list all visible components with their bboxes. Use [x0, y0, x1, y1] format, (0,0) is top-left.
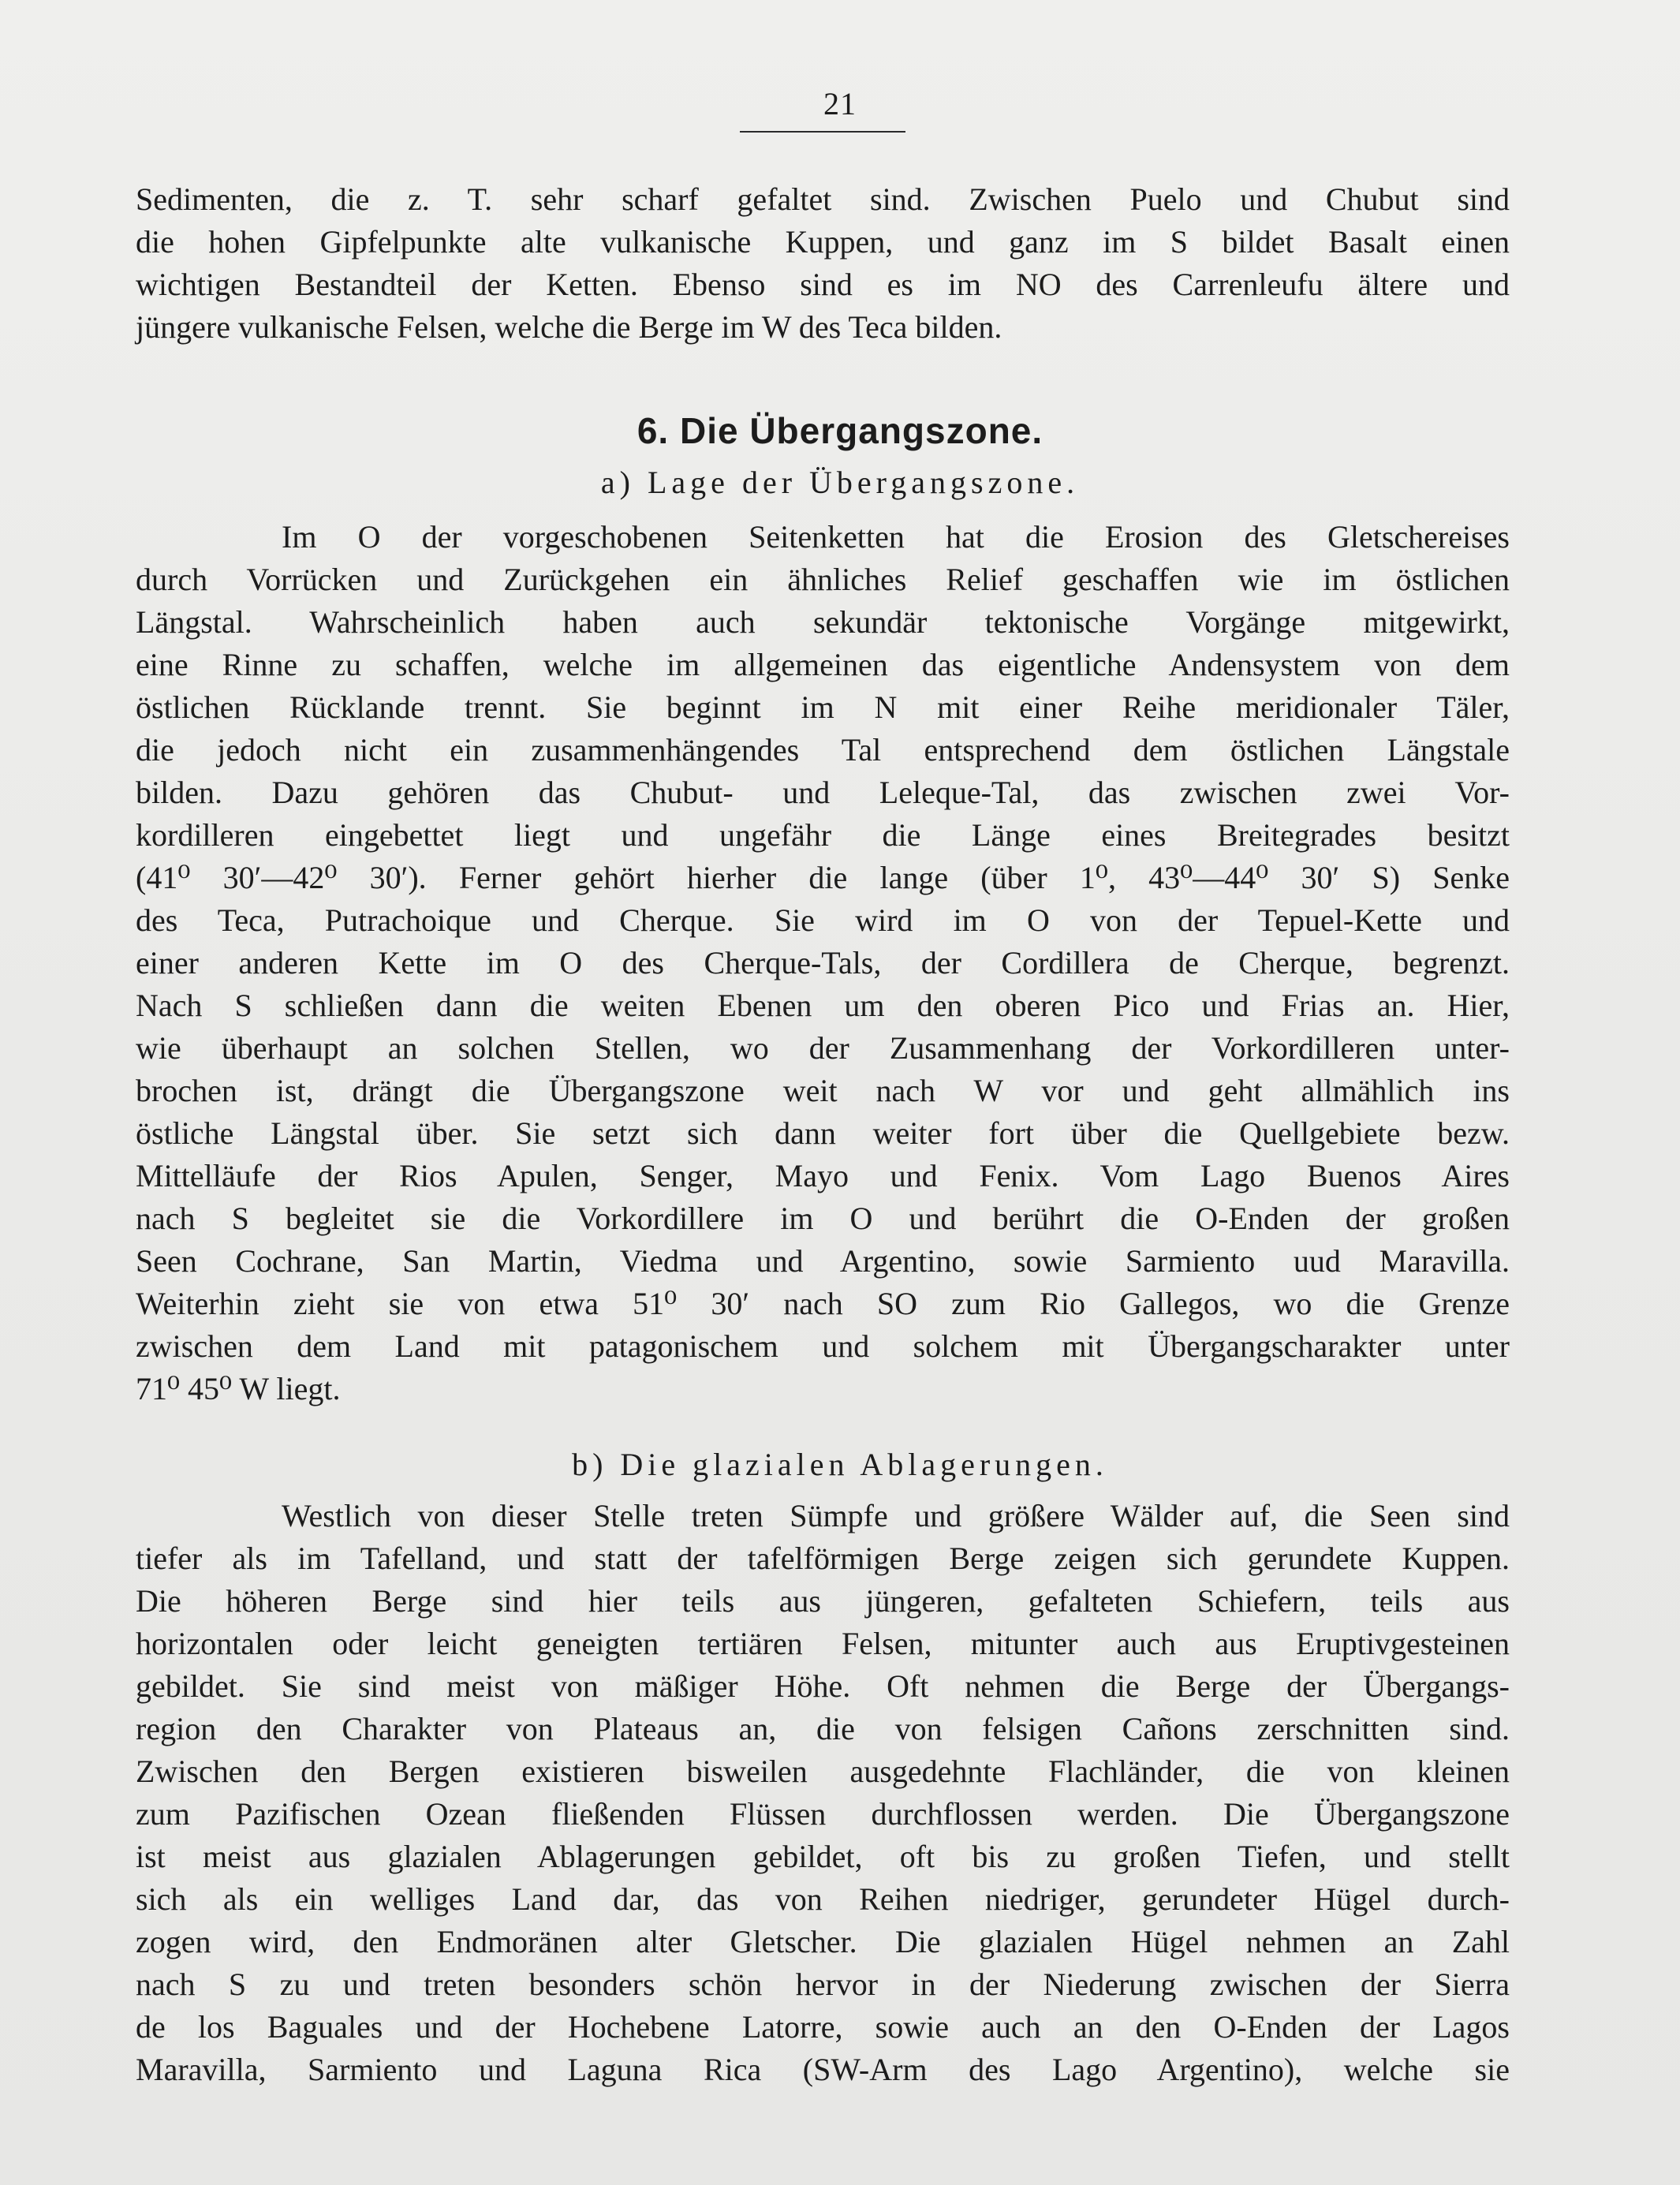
text-line: einer anderen Kette im O des Cherque-Tals, der Cordillera de Cherque, begrenzt. — [136, 945, 1510, 980]
text-line: bilden. Dazu gehören das Chubut- und Leleque-Tal, das zwischen zwei Vor- — [136, 775, 1510, 810]
header-rule — [740, 131, 905, 133]
text-line: Mittelläufe der Rios Apulen, Senger, Mayo und Fenix. Vom Lago Buenos Aires — [136, 1158, 1510, 1193]
text-line: wie überhaupt an solchen Stellen, wo der Zusammenhang der Vorkordilleren unter- — [136, 1030, 1510, 1066]
text-line: nach S zu und treten besonders schön hervor in der Niederung zwischen der Sierra — [136, 1966, 1510, 2002]
paragraph-lage — [136, 516, 1510, 1410]
text-line: zum Pazifischen Ozean fließenden Flüssen durchflossen werden. Die Übergangszone — [136, 1796, 1510, 1832]
text-line: horizontalen oder leicht geneigten tertiären Felsen, mitunter auch aus Eruptivgesteinen — [136, 1626, 1510, 1661]
text-line: durch Vorrücken und Zurückgehen ein ähnliches Relief geschaffen wie im östlichen — [136, 562, 1510, 597]
text-line: die hohen Gipfelpunkte alte vulkanische Kuppen, und ganz im S bildet Basalt einen — [136, 224, 1510, 260]
text-line: sich als ein welliges Land dar, das von Reihen niedriger, gerundeter Hügel durch- — [136, 1881, 1510, 1917]
text-line: Seen Cochrane, San Martin, Viedma und Argentino, sowie Sarmiento uud Maravilla. — [136, 1243, 1510, 1279]
text-line: Zwischen den Bergen existieren bisweilen ausgedehnte Flachländer, die von kleinen — [136, 1754, 1510, 1789]
subsection-title-a: a) Lage der Übergangszone. — [600, 465, 1080, 500]
text-line: region den Charakter von Plateaus an, die von felsigen Cañons zerschnitten sind. — [136, 1711, 1510, 1746]
text-line: jüngere vulkanische Felsen, welche die Berge im W des Teca bilden. — [136, 309, 1002, 345]
text-line: östlichen Rücklande trennt. Sie beginnt im N mit einer Reihe meridionaler Täler, — [136, 689, 1510, 725]
text-line: kordilleren eingebettet liegt und ungefähr die Länge eines Breitegrades besitzt — [136, 817, 1510, 853]
text-line: Westlich von dieser Stelle treten Sümpfe und größere Wälder auf, die Seen sind — [282, 1498, 1510, 1533]
text-line: zogen wird, den Endmoränen alter Gletscher. Die glazialen Hügel nehmen an Zahl — [136, 1924, 1510, 1959]
text-line: zwischen dem Land mit patagonischem und solchem mit Übergangscharakter unter — [136, 1328, 1510, 1364]
text-line: Im O der vorgeschobenen Seitenketten hat die Erosion des Gletschereises — [282, 519, 1510, 555]
text-line: Längstal. Wahrscheinlich haben auch sekundär tektonische Vorgänge mitgewirkt, — [136, 604, 1510, 640]
text-line: gebildet. Sie sind meist von mäßiger Höhe. Oft nehmen die Berge der Übergangs- — [136, 1668, 1510, 1704]
paragraph-continuation — [136, 178, 1510, 349]
text-line: des Teca, Putrachoique und Cherque. Sie wird im O von der Tepuel-Kette und — [136, 902, 1510, 938]
text-line: tiefer als im Tafelland, und statt der tafelförmigen Berge zeigen sich gerundete Kuppen. — [136, 1541, 1510, 1576]
text-line: (41⁰ 30′—42⁰ 30′). Ferner gehört hierher die lange (über 1⁰, 43⁰—44⁰ 30′ S) Senke — [136, 860, 1510, 895]
text-line: Maravilla, Sarmiento und Laguna Rica (SW-Arm des Lago Argentino), welche sie — [136, 2052, 1510, 2087]
section-title: 6. Die Übergangszone. — [637, 410, 1043, 451]
text-line: ist meist aus glazialen Ablagerungen gebildet, oft bis zu großen Tiefen, und stellt — [136, 1839, 1510, 1874]
text-line: de los Baguales und der Hochebene Latorre, sowie auch an den O-Enden der Lagos — [136, 2009, 1510, 2045]
text-line: eine Rinne zu schaffen, welche im allgemeinen das eigentliche Andensystem von dem — [136, 647, 1510, 682]
text-line: Die höheren Berge sind hier teils aus jüngeren, gefalteten Schiefern, teils aus — [136, 1583, 1510, 1619]
text-line: Sedimenten, die z. T. sehr scharf gefaltet sind. Zwischen Puelo und Chubut sind — [136, 181, 1510, 217]
subsection-title-b: b) Die glazialen Ablagerungen. — [572, 1447, 1108, 1482]
text-line: brochen ist, drängt die Übergangszone weit nach W vor und geht allmählich ins — [136, 1073, 1510, 1108]
text-line: wichtigen Bestandteil der Ketten. Ebenso sind es im NO des Carrenleufu ältere und — [136, 267, 1510, 302]
text-line: 71⁰ 45⁰ W liegt. — [136, 1371, 341, 1406]
text-line: Nach S schließen dann die weiten Ebenen um den oberen Pico und Frias an. Hier, — [136, 988, 1510, 1023]
paragraph-ablagerungen — [136, 1495, 1510, 2091]
text-line: östliche Längstal über. Sie setzt sich dann weiter fort über die Quellgebiete bezw. — [136, 1115, 1510, 1151]
text-line: nach S begleitet sie die Vorkordillere im O und berührt die O-Enden der großen — [136, 1201, 1510, 1236]
text-line: die jedoch nicht ein zusammenhängendes Tal entsprechend dem östlichen Längstale — [136, 732, 1510, 768]
text-line: Weiterhin zieht sie von etwa 51⁰ 30′ nach SO zum Rio Gallegos, wo die Grenze — [136, 1286, 1510, 1321]
page-number: 21 — [823, 86, 857, 121]
